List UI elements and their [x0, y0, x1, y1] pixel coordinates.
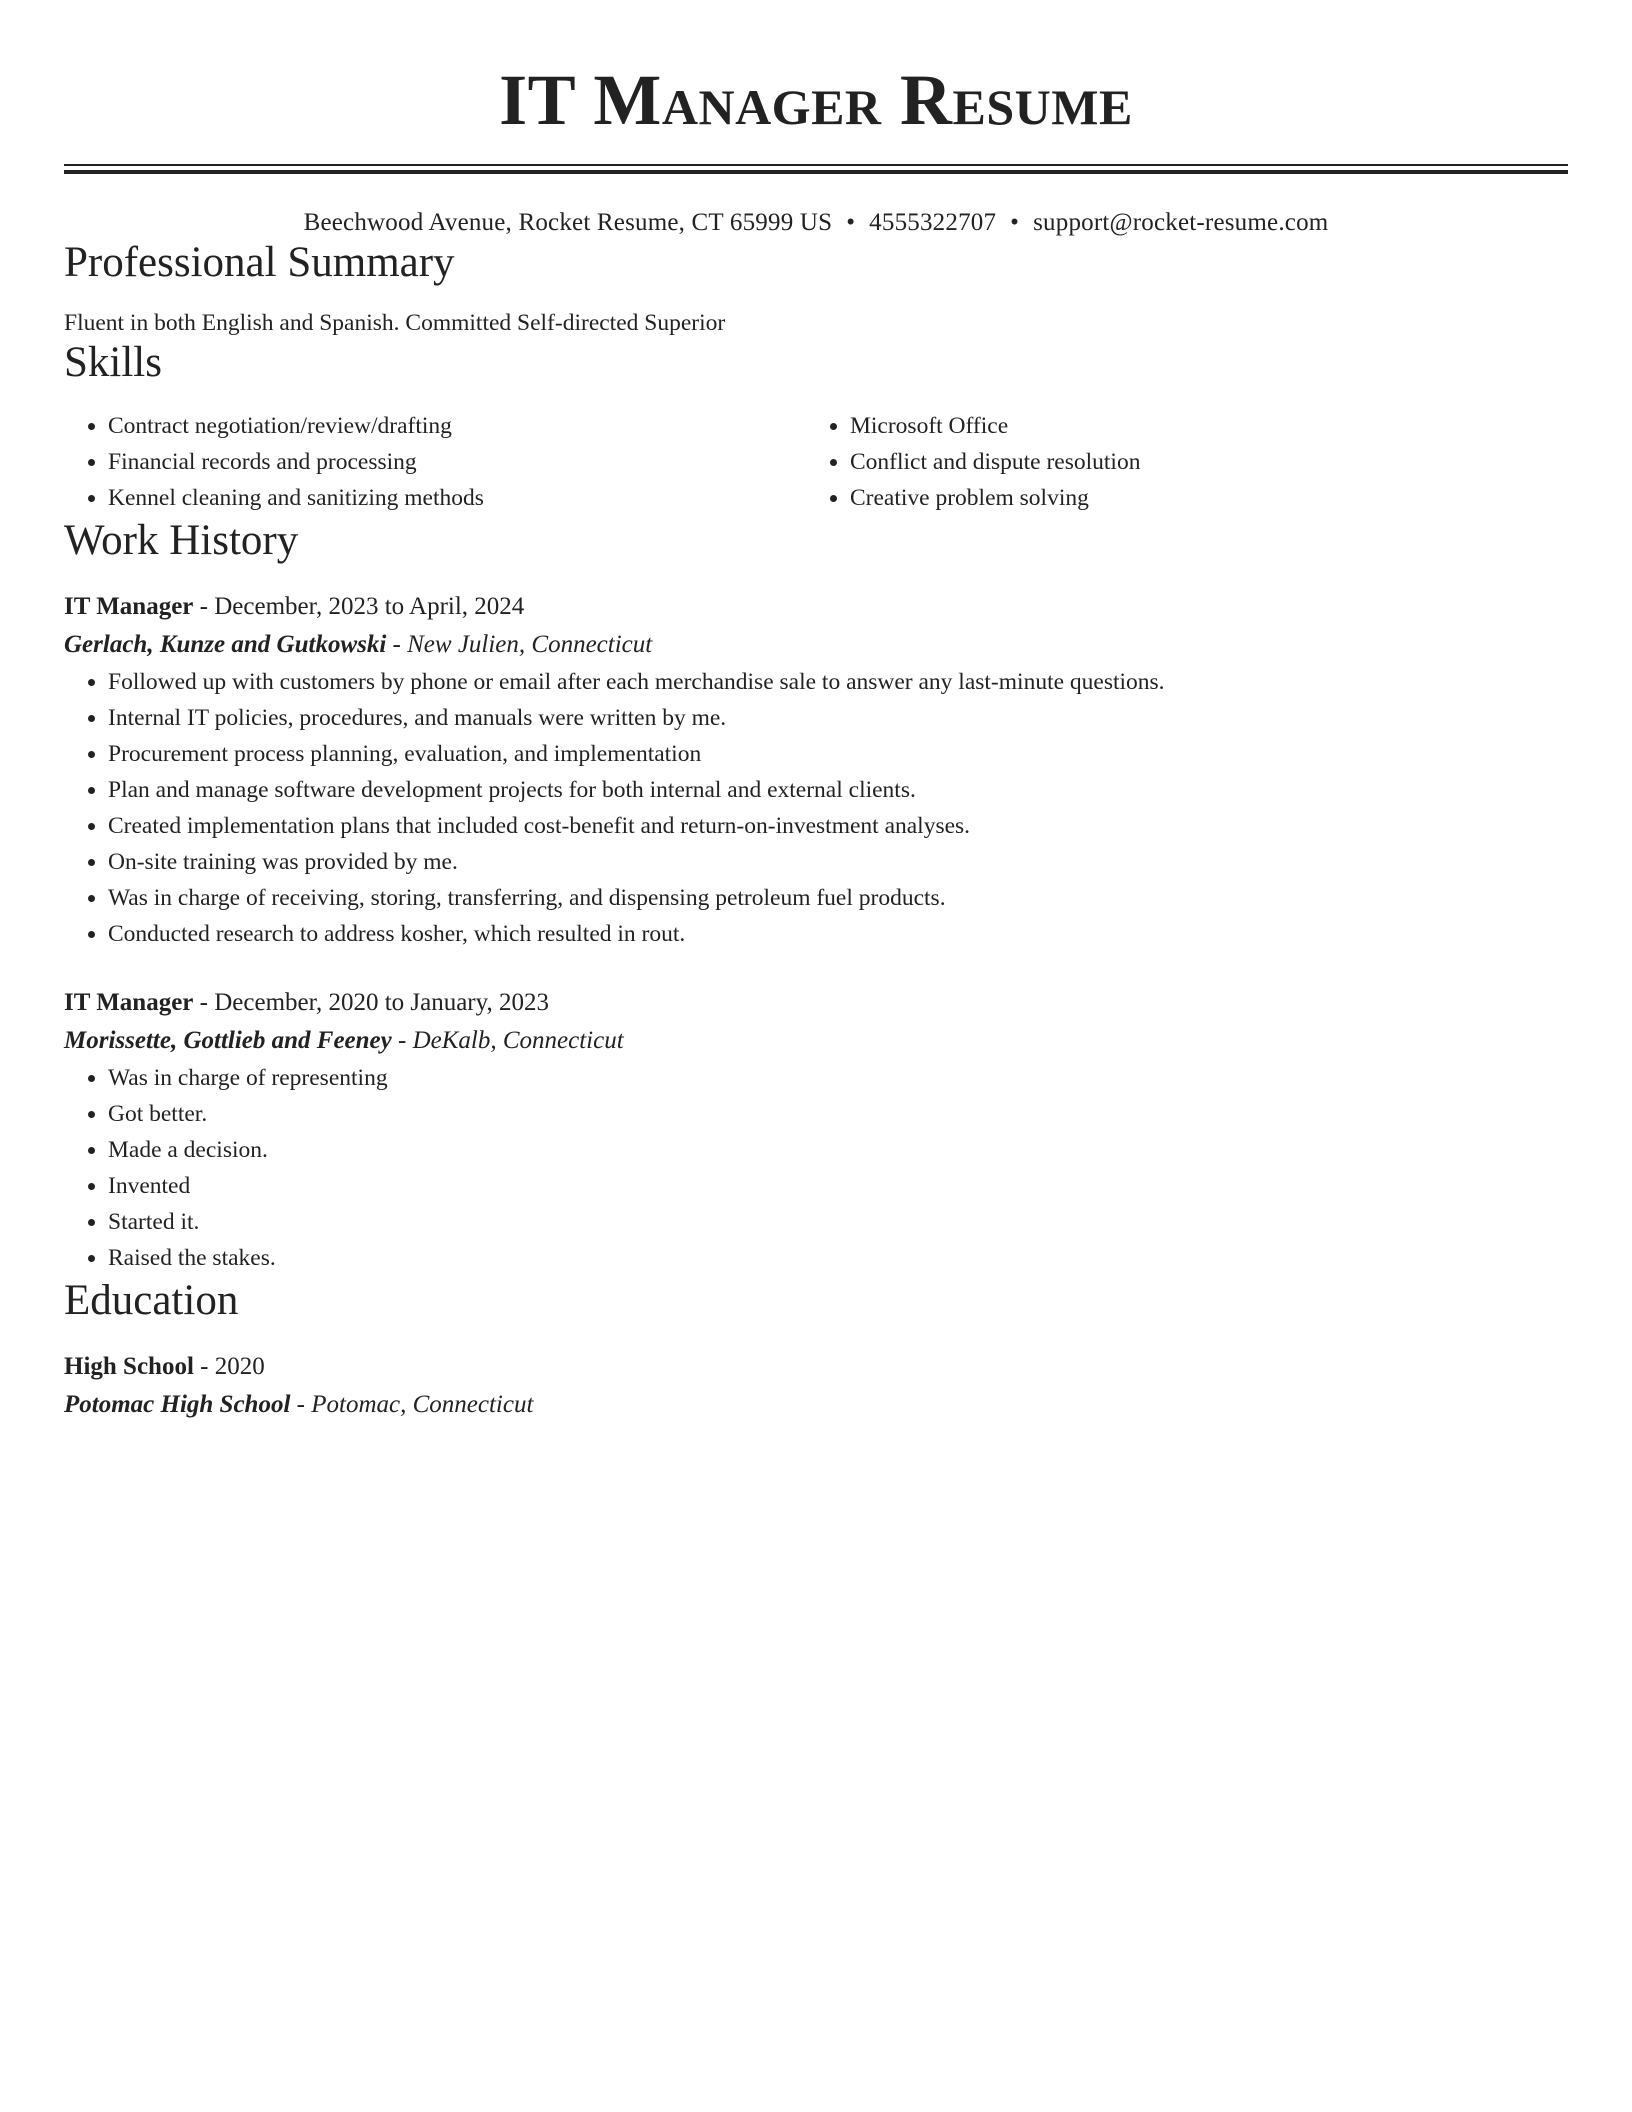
- dash: -: [290, 1391, 312, 1418]
- job-company: Morissette, Gottlieb and Feeney: [64, 1027, 392, 1054]
- job-bullet: • On-site training was provided by me.: [108, 844, 1568, 880]
- summary-text: Fluent in both English and Spanish. Committed Self-directed Superior: [64, 310, 726, 336]
- job-bullet: • Raised the stakes.: [108, 1240, 1568, 1276]
- title-divider: [64, 164, 1568, 174]
- job-company-line: [64, 626, 1568, 664]
- school-line: [64, 1386, 1568, 1424]
- job-title: IT Manager: [64, 593, 194, 620]
- job-bullet: • Internal IT policies, procedures, and manuals were written by me.: [108, 700, 1568, 736]
- contact-email: support@rocket-resume.com: [1033, 209, 1329, 236]
- job-company-line: [64, 1022, 1568, 1060]
- contact-line: [64, 208, 1568, 238]
- summary-heading: Professional Summary: [64, 239, 455, 286]
- job-bullet: • Was in charge of representing: [108, 1060, 1568, 1096]
- degree-line: [64, 1348, 1568, 1386]
- dash: -: [193, 593, 215, 620]
- contact-separator: •: [1010, 209, 1020, 236]
- job-bullet: • Made a decision.: [108, 1132, 1568, 1168]
- school-location: Potomac, Connecticut: [311, 1391, 534, 1418]
- job-title: IT Manager: [64, 989, 194, 1016]
- skills-heading: Skills: [64, 339, 162, 386]
- work-history-heading: Work History: [64, 517, 299, 564]
- job-bullet: • Got better.: [108, 1096, 1568, 1132]
- skills-column-left: [64, 408, 806, 516]
- dash: -: [193, 1353, 215, 1380]
- job-location: DeKalb, Connecticut: [412, 1027, 624, 1054]
- dash: -: [386, 631, 408, 658]
- job-bullet: • Was in charge of receiving, storing, transferring, and dispensing petroleum fuel products.: [108, 880, 1568, 916]
- dash: -: [391, 1027, 413, 1054]
- page-title: IT Manager Resume: [499, 60, 1133, 140]
- contact-phone: 4555322707: [869, 209, 997, 236]
- job-bullet: • Followed up with customers by phone or email after each merchandise sale to answer any last-minute questions.: [108, 664, 1568, 700]
- job-entry: [64, 588, 1568, 952]
- job-dates: December, 2020 to January, 2023: [214, 989, 550, 1016]
- dash: -: [193, 989, 215, 1016]
- skills-column-right: [806, 408, 1140, 516]
- school-name: Potomac High School: [64, 1391, 291, 1418]
- job-dates: December, 2023 to April, 2024: [214, 593, 525, 620]
- graduation-year: 2020: [214, 1353, 265, 1380]
- skill-item: • Financial records and processing: [108, 444, 806, 480]
- contact-address: Beechwood Avenue, Rocket Resume, CT 65999 US: [303, 209, 833, 236]
- job-bullets: [64, 664, 1568, 952]
- job-company: Gerlach, Kunze and Gutkowski: [64, 631, 387, 658]
- skills-list: [64, 408, 1568, 516]
- job-bullets: [64, 1060, 1568, 1276]
- job-bullet: • Procurement process planning, evaluation, and implementation: [108, 736, 1568, 772]
- job-bullet: • Invented: [108, 1168, 1568, 1204]
- skill-item: • Microsoft Office: [850, 408, 1140, 444]
- degree: High School: [64, 1353, 194, 1380]
- job-bullet: • Created implementation plans that included cost-benefit and return-on-investment analyses.: [108, 808, 1568, 844]
- job-bullet: • Started it.: [108, 1204, 1568, 1240]
- skill-item: • Conflict and dispute resolution: [850, 444, 1140, 480]
- contact-separator: •: [846, 209, 856, 236]
- education-entry: [64, 1348, 1568, 1424]
- job-bullet: • Conducted research to address kosher, which resulted in rout.: [108, 916, 1568, 952]
- skill-item: • Contract negotiation/review/drafting: [108, 408, 806, 444]
- job-title-line: [64, 588, 1568, 626]
- skill-item: • Kennel cleaning and sanitizing methods: [108, 480, 806, 516]
- job-title-line: [64, 984, 1568, 1022]
- job-bullet: • Plan and manage software development projects for both internal and external clients.: [108, 772, 1568, 808]
- skill-item: • Creative problem solving: [850, 480, 1140, 516]
- education-heading: Education: [64, 1277, 239, 1324]
- job-location: New Julien, Connecticut: [407, 631, 653, 658]
- job-entry: [64, 984, 1568, 1276]
